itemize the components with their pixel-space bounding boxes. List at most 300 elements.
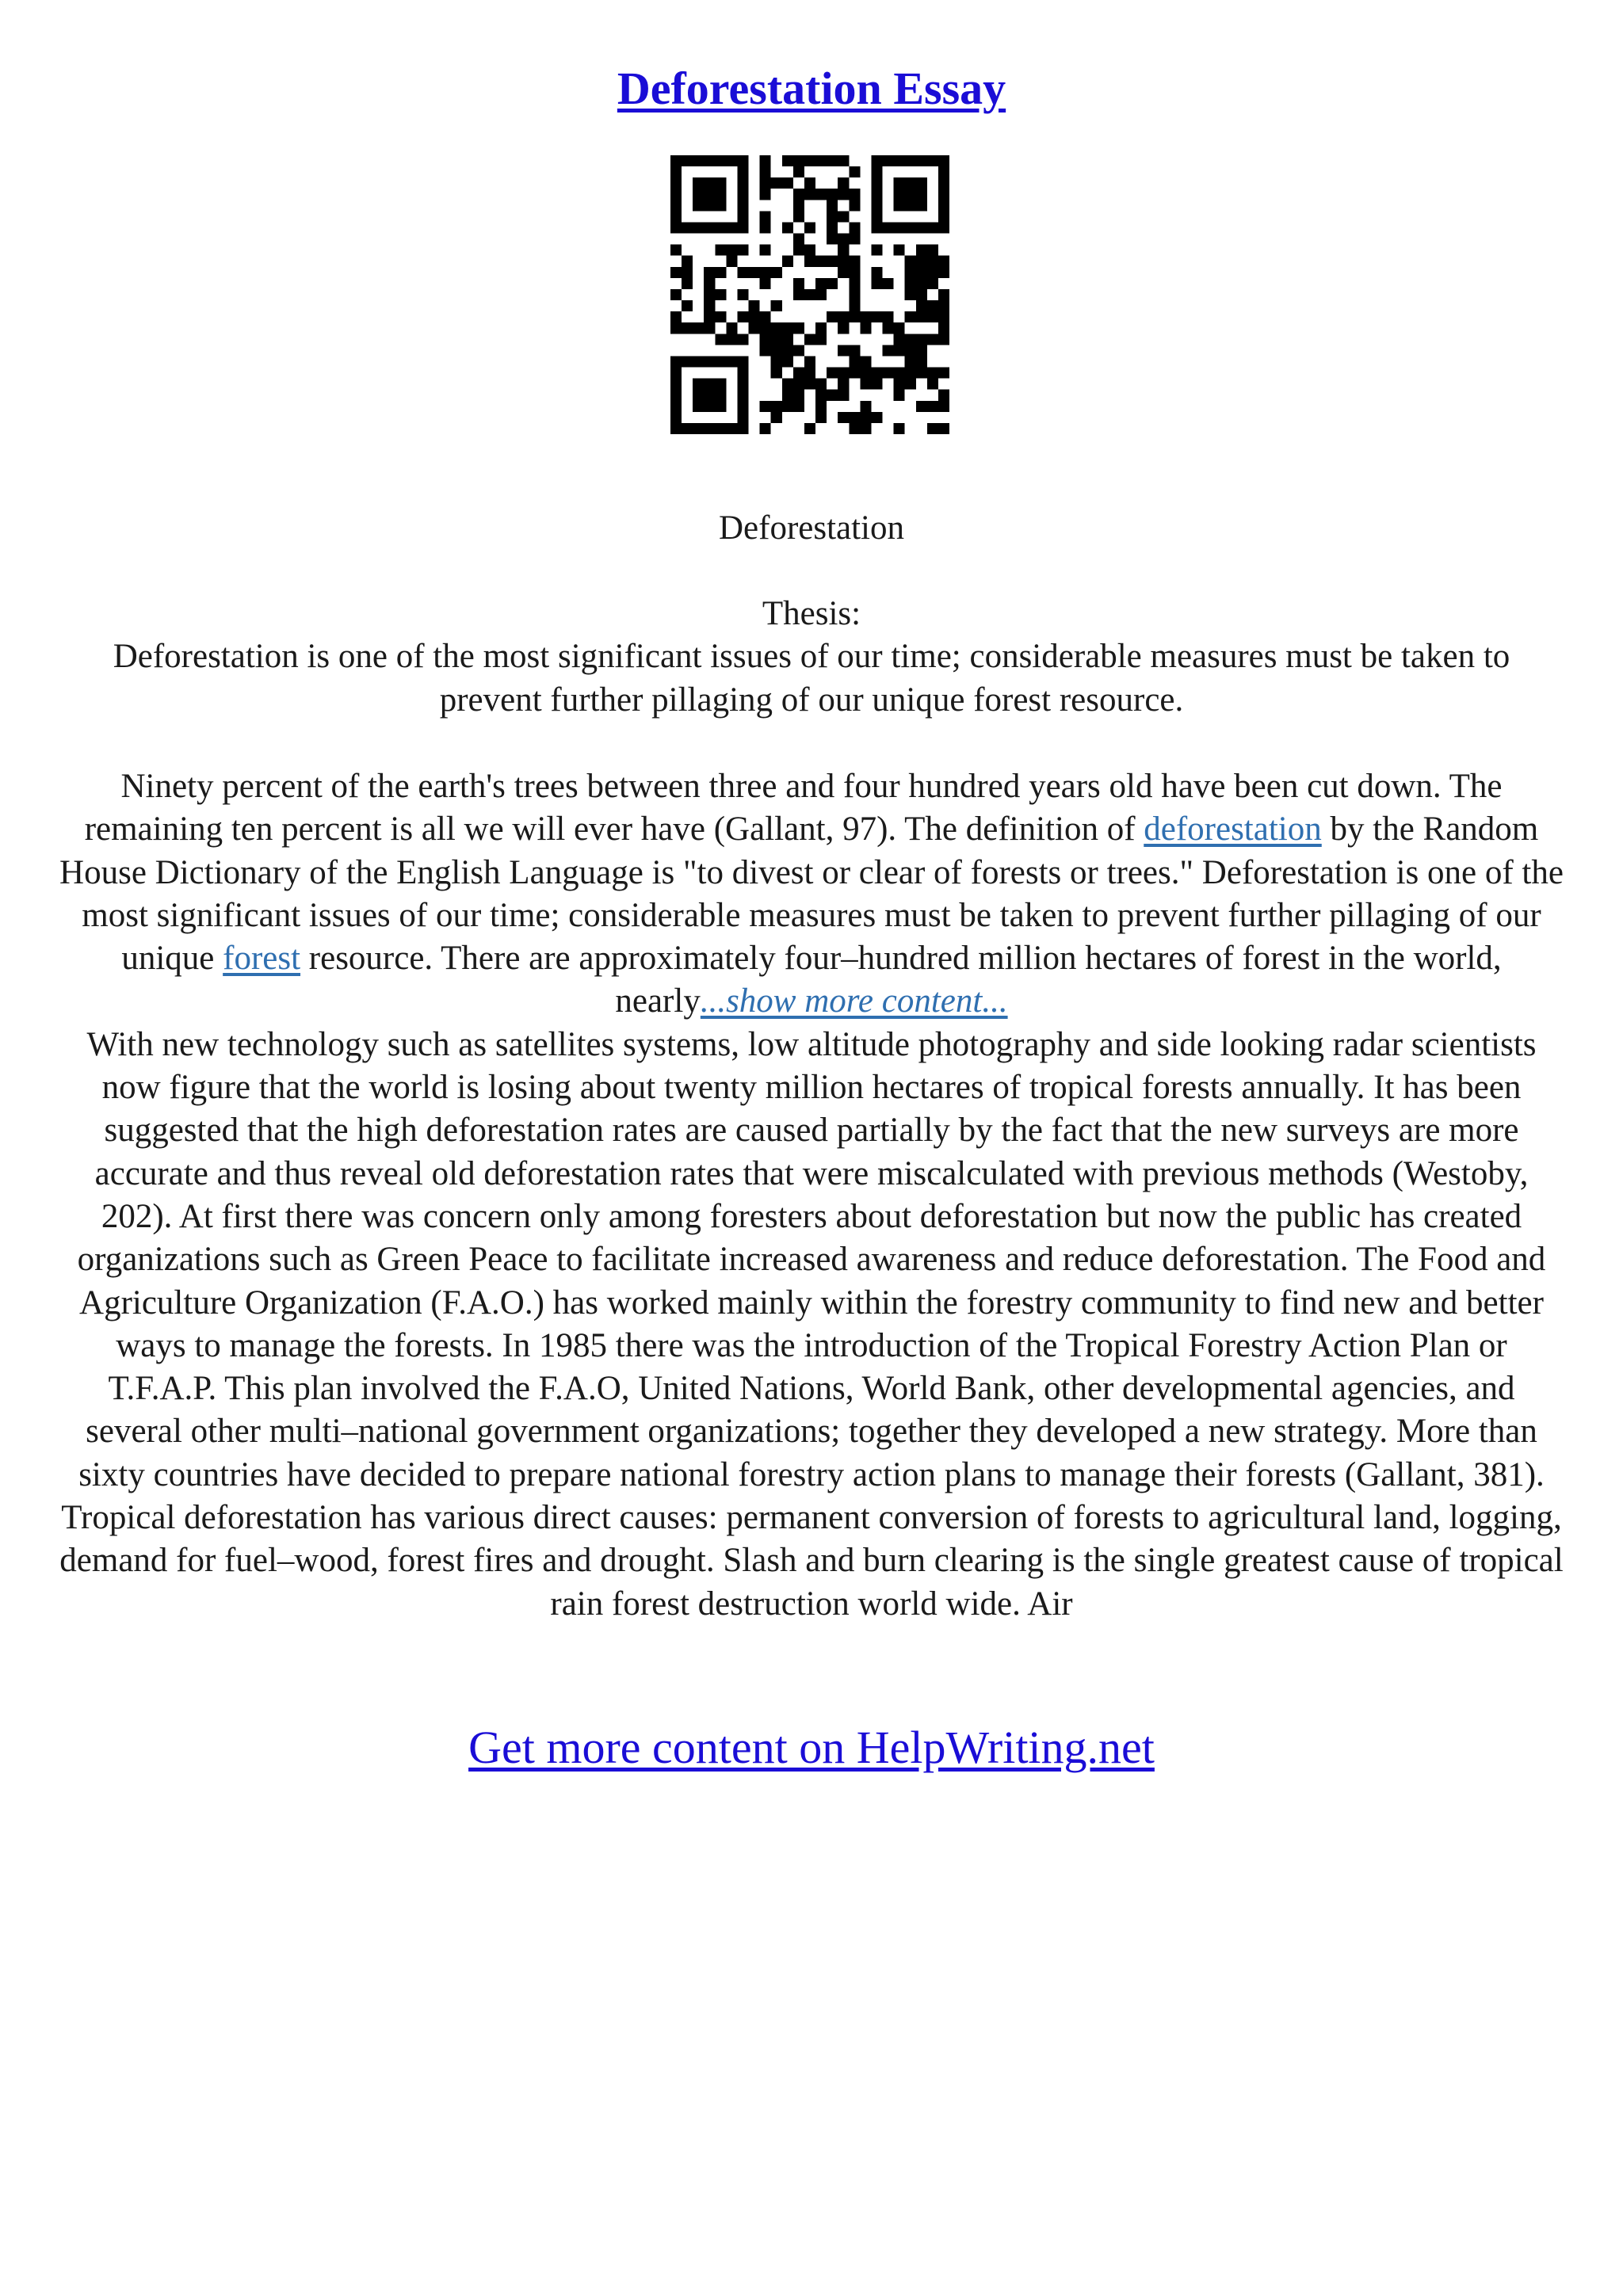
qr-module	[771, 177, 782, 189]
qr-module	[693, 155, 704, 166]
qr-module	[715, 401, 726, 412]
qr-module	[682, 155, 693, 166]
qr-module	[883, 222, 894, 233]
qr-module	[927, 278, 938, 289]
qr-module	[771, 356, 782, 367]
qr-module	[927, 368, 938, 379]
qr-module	[860, 412, 871, 423]
qr-module	[715, 267, 726, 278]
qr-module	[737, 166, 748, 177]
qr-module	[760, 189, 771, 200]
qr-module	[815, 401, 827, 412]
qr-module	[804, 155, 815, 166]
qr-module	[905, 256, 916, 267]
qr-module	[760, 401, 771, 412]
qr-module	[916, 155, 927, 166]
qr-module	[894, 390, 905, 401]
essay-paragraph-2: With new technology such as satellites systems, low altitude photography and side looking radar scientists now figure that the world is losing about twenty million hectares of tropical forests annually. It has been suggested that the high deforestation rates are caused partially by the fact that the new surveys are more accurate and thus reveal old deforestation rates that were miscalculated with previous methods (Westoby, 202). At first there was concern only among foresters about deforestation but now the public has created organizations such as Green Peace to facilitate increased awareness and reduce deforestation. The Food and Agriculture Organization (F.A.O.) has worked mainly within the forestry community to find new and better ways to manage the forests. In 1985 there was the introduction of the Tropical Forestry Action Plan or T.F.A.P. This plan involved the F.A.O, United Nations, World Bank, other developmental agencies, and several other multi–national government organizations; together they developed a new strategy. More than sixty countries have decided to prepare national forestry action plans to manage their forests (Gallant, 381). Tropical deforestation has various direct causes: permanent conversion of forests to agricultural land, logging, demand for fuel–wood, forest fires and drought. Slash and burn clearing is the single greatest cause of tropical rain forest destruction world wide. Air	[59, 1025, 1564, 1623]
qr-module	[883, 345, 894, 356]
qr-module	[760, 278, 771, 289]
qr-module	[849, 256, 860, 267]
qr-module	[771, 368, 782, 379]
qr-module	[849, 166, 860, 177]
qr-module	[670, 245, 682, 256]
qr-module	[693, 200, 704, 211]
qr-module	[927, 334, 938, 345]
qr-module	[838, 177, 849, 189]
qr-module	[838, 311, 849, 322]
qr-module	[670, 289, 682, 300]
qr-module	[815, 155, 827, 166]
qr-module	[760, 267, 771, 278]
qr-module	[793, 155, 804, 166]
qr-module	[737, 334, 748, 345]
qr-module	[693, 390, 704, 401]
qr-module	[894, 334, 905, 345]
qr-module	[894, 177, 905, 189]
qr-module	[916, 200, 927, 211]
qr-module	[916, 401, 927, 412]
qr-module	[815, 390, 827, 401]
qr-module	[749, 300, 760, 311]
qr-module	[871, 379, 882, 390]
show-more-link[interactable]: ...show more content...	[700, 982, 1008, 1020]
qr-module	[726, 245, 737, 256]
qr-module	[670, 211, 682, 222]
qr-module	[715, 200, 726, 211]
qr-module	[871, 368, 882, 379]
deforestation-link[interactable]: deforestation	[1144, 810, 1322, 849]
qr-module	[804, 189, 815, 200]
qr-module	[871, 200, 882, 211]
qr-module	[682, 278, 693, 289]
qr-module	[760, 211, 771, 222]
qr-module	[815, 278, 827, 289]
qr-module	[804, 256, 815, 267]
qr-module	[693, 423, 704, 434]
qr-module	[827, 200, 838, 211]
qr-module	[704, 379, 715, 390]
qr-module	[693, 401, 704, 412]
qr-module	[670, 390, 682, 401]
qr-module	[871, 245, 882, 256]
qr-module	[849, 368, 860, 379]
qr-module	[726, 222, 737, 233]
qr-module	[849, 234, 860, 245]
qr-module	[670, 166, 682, 177]
qr-module	[793, 234, 804, 245]
qr-module	[682, 222, 693, 233]
qr-module	[715, 245, 726, 256]
qr-module	[704, 311, 715, 322]
qr-module	[670, 311, 682, 322]
qr-module	[693, 379, 704, 390]
qr-module	[838, 345, 849, 356]
qr-module	[916, 356, 927, 367]
qr-module	[871, 311, 882, 322]
qr-module	[682, 423, 693, 434]
qr-module	[726, 356, 737, 367]
qr-module	[838, 368, 849, 379]
qr-module	[793, 401, 804, 412]
qr-module	[838, 234, 849, 245]
qr-module	[838, 211, 849, 222]
qr-module	[905, 278, 916, 289]
qr-module	[916, 222, 927, 233]
qr-module	[760, 166, 771, 177]
qr-module	[905, 189, 916, 200]
qr-module	[849, 356, 860, 367]
qr-module	[883, 278, 894, 289]
qr-module	[938, 390, 949, 401]
qr-module	[860, 356, 871, 367]
qr-module	[905, 177, 916, 189]
qr-module	[916, 256, 927, 267]
qr-module	[927, 379, 938, 390]
qr-module	[838, 412, 849, 423]
qr-module	[670, 267, 682, 278]
qr-module	[693, 356, 704, 367]
qr-module	[704, 300, 715, 311]
qr-module	[815, 289, 827, 300]
qr-module	[737, 189, 748, 200]
qr-module	[693, 189, 704, 200]
qr-module	[905, 379, 916, 390]
qr-module	[938, 155, 949, 166]
qr-module	[715, 189, 726, 200]
qr-module	[905, 267, 916, 278]
qr-module	[871, 189, 882, 200]
qr-module	[682, 300, 693, 311]
qr-module	[793, 289, 804, 300]
qr-module	[927, 300, 938, 311]
qr-module	[815, 256, 827, 267]
qr-module	[894, 245, 905, 256]
qr-module	[927, 222, 938, 233]
qr-module	[871, 222, 882, 233]
qr-module	[938, 334, 949, 345]
qr-module	[905, 222, 916, 233]
qr-module	[737, 401, 748, 412]
qr-module	[804, 368, 815, 379]
qr-module	[771, 267, 782, 278]
qr-module	[849, 189, 860, 200]
qr-module	[737, 356, 748, 367]
qr-module	[849, 278, 860, 289]
qr-module	[871, 267, 882, 278]
qr-module	[682, 322, 693, 334]
qr-module	[916, 345, 927, 356]
qr-module	[737, 245, 748, 256]
qr-module	[782, 177, 793, 189]
qr-module	[726, 334, 737, 345]
qr-module	[916, 177, 927, 189]
qr-module	[737, 155, 748, 166]
qr-module	[883, 368, 894, 379]
thesis-label: Thesis:	[762, 595, 861, 632]
document-title	[0, 57, 1623, 120]
qr-module	[793, 345, 804, 356]
qr-module	[737, 200, 748, 211]
qr-module	[938, 189, 949, 200]
qr-module	[760, 155, 771, 166]
qr-module	[715, 390, 726, 401]
qr-module	[749, 311, 760, 322]
qr-module	[693, 322, 704, 334]
qr-module	[804, 379, 815, 390]
qr-module	[804, 289, 815, 300]
qr-module	[793, 368, 804, 379]
qr-module	[670, 200, 682, 211]
qr-module	[938, 401, 949, 412]
qr-module	[782, 345, 793, 356]
qr-module	[670, 322, 682, 334]
qr-module	[871, 211, 882, 222]
qr-module	[771, 300, 782, 311]
qr-module	[938, 322, 949, 334]
qr-module	[916, 334, 927, 345]
forest-link[interactable]: forest	[223, 940, 301, 978]
qr-module	[938, 256, 949, 267]
qr-module	[704, 423, 715, 434]
qr-module	[927, 155, 938, 166]
title-link[interactable]: Deforestation Essay	[617, 63, 1006, 114]
qr-module	[838, 267, 849, 278]
qr-module	[815, 189, 827, 200]
qr-module	[782, 322, 793, 334]
qr-module	[737, 177, 748, 189]
qr-module	[804, 222, 815, 233]
qr-module	[827, 189, 838, 200]
qr-module	[905, 368, 916, 379]
essay-paragraph-1	[59, 765, 1564, 1024]
qr-module	[715, 334, 726, 345]
qr-module	[670, 189, 682, 200]
qr-module	[782, 155, 793, 166]
qr-module	[782, 356, 793, 367]
qr-module	[737, 368, 748, 379]
qr-module	[883, 311, 894, 322]
qr-module	[905, 311, 916, 322]
qr-code-graphic	[670, 155, 949, 434]
qr-module	[927, 245, 938, 256]
qr-module	[815, 334, 827, 345]
qr-module	[670, 356, 682, 367]
qr-module	[760, 334, 771, 345]
qr-module	[804, 177, 815, 189]
qr-module	[771, 412, 782, 423]
qr-module	[827, 211, 838, 222]
qr-module	[715, 379, 726, 390]
qr-module	[715, 155, 726, 166]
qr-module	[871, 166, 882, 177]
qr-module	[927, 256, 938, 267]
qr-module	[737, 390, 748, 401]
qr-module	[827, 222, 838, 233]
qr-module	[760, 423, 771, 434]
qr-module	[938, 177, 949, 189]
qr-module	[793, 200, 804, 211]
qr-module	[894, 189, 905, 200]
qr-module	[726, 423, 737, 434]
qr-module	[782, 222, 793, 233]
qr-module	[927, 267, 938, 278]
qr-module	[894, 155, 905, 166]
qr-module	[693, 222, 704, 233]
qr-module	[682, 256, 693, 267]
qr-module	[849, 300, 860, 311]
qr-module	[938, 368, 949, 379]
qr-module	[905, 289, 916, 300]
qr-module	[838, 189, 849, 200]
qr-module	[715, 177, 726, 189]
qr-module	[793, 189, 804, 200]
qr-module	[760, 322, 771, 334]
qr-module	[860, 423, 871, 434]
qr-module	[871, 412, 882, 423]
qr-module	[737, 423, 748, 434]
qr-module	[916, 300, 927, 311]
qr-module	[670, 423, 682, 434]
qr-module	[715, 356, 726, 367]
qr-module	[704, 177, 715, 189]
qr-module	[682, 267, 693, 278]
qr-module	[737, 289, 748, 300]
qr-module	[905, 334, 916, 345]
qr-module	[760, 177, 771, 189]
qr-module	[704, 401, 715, 412]
qr-module	[737, 412, 748, 423]
qr-module	[782, 390, 793, 401]
qr-module	[927, 423, 938, 434]
qr-module	[704, 267, 715, 278]
qr-module	[760, 311, 771, 322]
qr-module	[938, 300, 949, 311]
qr-module	[883, 155, 894, 166]
qr-module	[938, 423, 949, 434]
qr-module	[793, 379, 804, 390]
qr-module	[860, 322, 871, 334]
qr-module	[760, 222, 771, 233]
qr-module	[782, 256, 793, 267]
qr-module	[670, 155, 682, 166]
qr-module	[894, 200, 905, 211]
qr-module	[860, 311, 871, 322]
qr-module	[793, 322, 804, 334]
qr-module	[827, 368, 838, 379]
qr-module	[938, 200, 949, 211]
qr-module	[905, 155, 916, 166]
qr-module	[771, 334, 782, 345]
qr-module	[916, 289, 927, 300]
qr-module	[771, 401, 782, 412]
helpwriting-link[interactable]: Get more content on HelpWriting.net	[468, 1722, 1155, 1773]
qr-module	[670, 177, 682, 189]
qr-module	[782, 379, 793, 390]
qr-module	[894, 368, 905, 379]
qr-module	[916, 368, 927, 379]
qr-module	[905, 200, 916, 211]
qr-module	[849, 412, 860, 423]
qr-module	[905, 345, 916, 356]
qr-module	[860, 401, 871, 412]
qr-module	[704, 189, 715, 200]
qr-module	[894, 322, 905, 334]
qr-module	[860, 379, 871, 390]
paragraph-1-text-c: resource. There are approximately four–hundred million hectares of forest in the world, nearly	[300, 940, 1502, 1020]
qr-module	[715, 311, 726, 322]
qr-module	[782, 334, 793, 345]
qr-module	[782, 401, 793, 412]
qr-module	[849, 345, 860, 356]
qr-module	[827, 155, 838, 166]
qr-module	[760, 345, 771, 356]
qr-module	[670, 379, 682, 390]
qr-module	[682, 356, 693, 367]
qr-module	[938, 211, 949, 222]
qr-module	[804, 423, 815, 434]
paragraph-1-text-a: Ninety percent of the earth's trees between three and four hundred years old have been cut down. The remaining ten percent is all we will ever have (Gallant, 97). The definition of	[84, 768, 1503, 849]
qr-module	[737, 211, 748, 222]
qr-module	[849, 267, 860, 278]
qr-module	[726, 322, 737, 334]
qr-module	[838, 155, 849, 166]
qr-module	[704, 200, 715, 211]
qr-module	[849, 222, 860, 233]
qr-module	[916, 189, 927, 200]
qr-module	[704, 289, 715, 300]
qr-module	[838, 256, 849, 267]
qr-module	[771, 322, 782, 334]
qr-module	[704, 322, 715, 334]
qr-module	[693, 177, 704, 189]
qr-module	[838, 245, 849, 256]
qr-module	[670, 368, 682, 379]
qr-module	[860, 368, 871, 379]
qr-module	[704, 278, 715, 289]
qr-module	[849, 200, 860, 211]
qr-module	[871, 177, 882, 189]
qr-module	[938, 289, 949, 300]
qr-module	[827, 311, 838, 322]
qr-module	[894, 423, 905, 434]
qr-module	[838, 322, 849, 334]
qr-module	[793, 245, 804, 256]
qr-module	[827, 278, 838, 289]
qr-module	[827, 256, 838, 267]
qr-module	[793, 390, 804, 401]
qr-module	[905, 356, 916, 367]
qr-module	[827, 234, 838, 245]
qr-module	[670, 412, 682, 423]
qr-module	[804, 334, 815, 345]
qr-module	[894, 345, 905, 356]
qr-module	[737, 267, 748, 278]
qr-module	[938, 311, 949, 322]
qr-module	[916, 267, 927, 278]
qr-module	[793, 166, 804, 177]
essay-heading: Deforestation	[718, 509, 905, 547]
qr-module	[849, 311, 860, 322]
qr-module	[749, 322, 760, 334]
qr-module	[916, 311, 927, 322]
thesis-text: Deforestation is one of the most significant issues of our time; considerable measures must be taken to prevent further pillaging of our unique forest resource.	[113, 638, 1510, 719]
qr-module	[871, 278, 882, 289]
qr-module	[737, 311, 748, 322]
qr-module	[815, 322, 827, 334]
qr-module	[737, 222, 748, 233]
paragraph-1-text-b: by the Random House Dictionary of the English Language is "to divest or clear of forests or trees." Deforestation is one of the most significant issues of our time; considerable measures must be taken to prevent further pillaging of our unique	[59, 810, 1564, 978]
